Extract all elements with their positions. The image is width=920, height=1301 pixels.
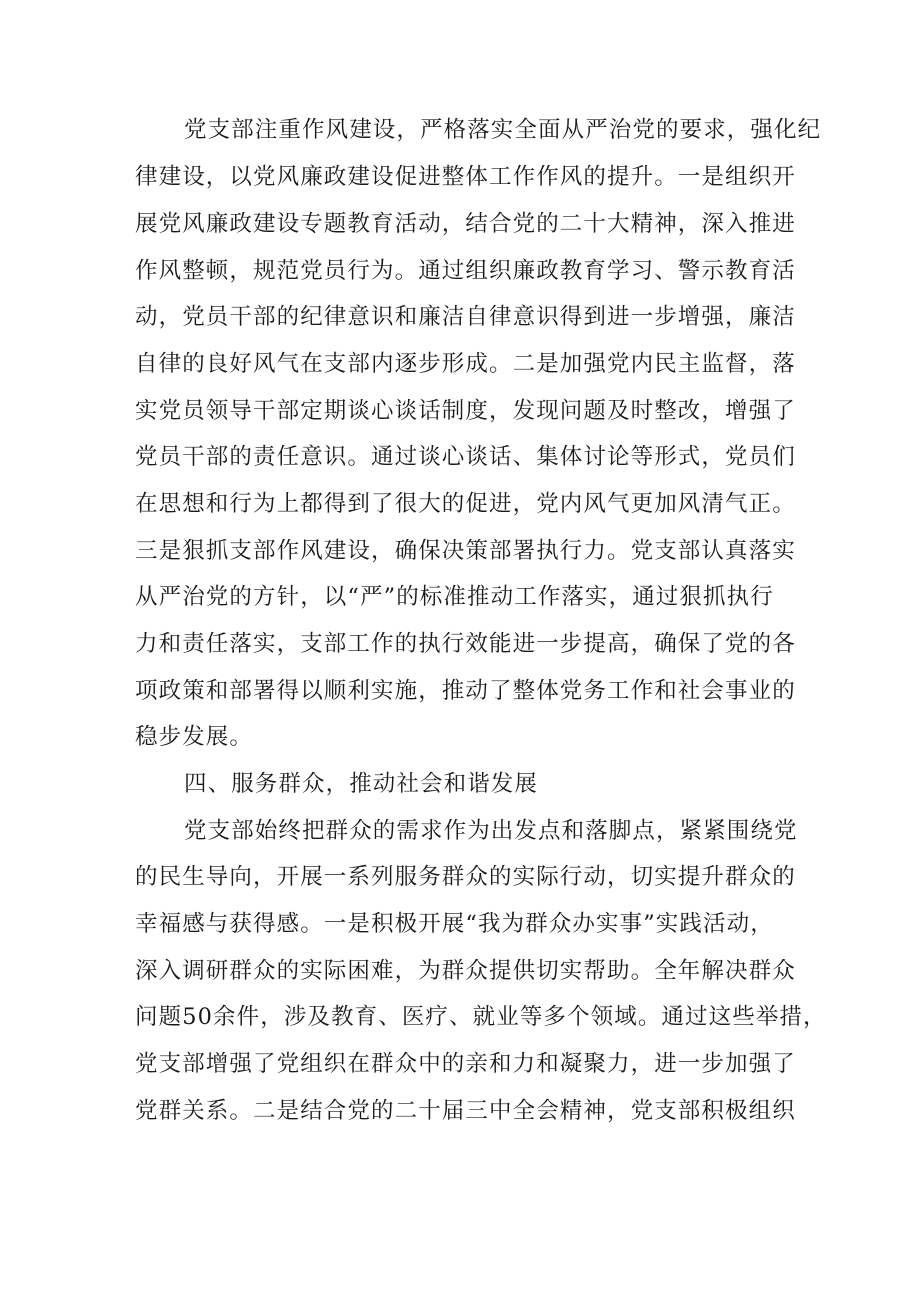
paragraph-line: 的民生导向，开展一系列服务群众的实际行动，切实提升群众的 [135,864,796,890]
paragraph-line: 党支部始终把群众的需求作为出发点和落脚点，紧紧围绕党 [184,818,798,844]
paragraph-line: 党群关系。二是结合党的二十届三中全会精神，党支部积极组织 [135,1098,796,1124]
paragraph-line: 项政策和部署得以顺利实施，推动了整体党务工作和社会事业的 [135,678,796,704]
paragraph-line: 党员干部的责任意识。通过谈心谈话、集体讨论等形式，党员们 [135,444,796,470]
paragraph-line: 实党员领导干部定期谈心谈话制度，发现问题及时整改，增强了 [135,398,796,424]
paragraph-line: 自律的良好风气在支部内逐步形成。二是加强党内民主监督，落 [135,351,796,377]
paragraph-line: 从严治党的方针，以“严”的标准推动工作落实，通过狠抓执行 [135,584,774,610]
paragraph-line: 动，党员干部的纪律意识和廉洁自律意识得到进一步增强，廉洁 [135,304,796,330]
paragraph-line: 党支部增强了党组织在群众中的亲和力和凝聚力，进一步加强了 [135,1051,796,1077]
paragraph-line: 在思想和行为上都得到了很大的促进，党内风气更加风清气正。 [135,491,796,517]
paragraph-line: 稳步发展。 [135,724,254,750]
paragraph-line: 党支部注重作风建设，严格落实全面从严治党的要求，强化纪 [184,117,822,143]
paragraph-line: 幸福感与获得感。一是积极开展“我为群众办实事”实践活动， [135,911,774,937]
paragraph-line: 三是狠抓支部作风建设，确保决策部署执行力。党支部认真落实 [135,538,796,564]
section-heading: 四、服务群众，推动社会和谐发展 [184,771,539,797]
paragraph-line: 展党风廉政建设专题教育活动，结合党的二十大精神，深入推进 [135,211,796,237]
paragraph-line: 作风整顿，规范党员行为。通过组织廉政教育学习、警示教育活 [135,258,796,284]
paragraph-line: 力和责任落实，支部工作的执行效能进一步提高，确保了党的各 [135,631,796,657]
paragraph-line: 问题50余件，涉及教育、医疗、就业等多个领域。通过这些举措， [135,1004,827,1030]
paragraph-line: 律建设，以党风廉政建设促进整体工作作风的提升。一是组织开 [135,164,796,190]
paragraph-line: 深入调研群众的实际困难，为群众提供切实帮助。全年解决群众 [135,958,796,984]
